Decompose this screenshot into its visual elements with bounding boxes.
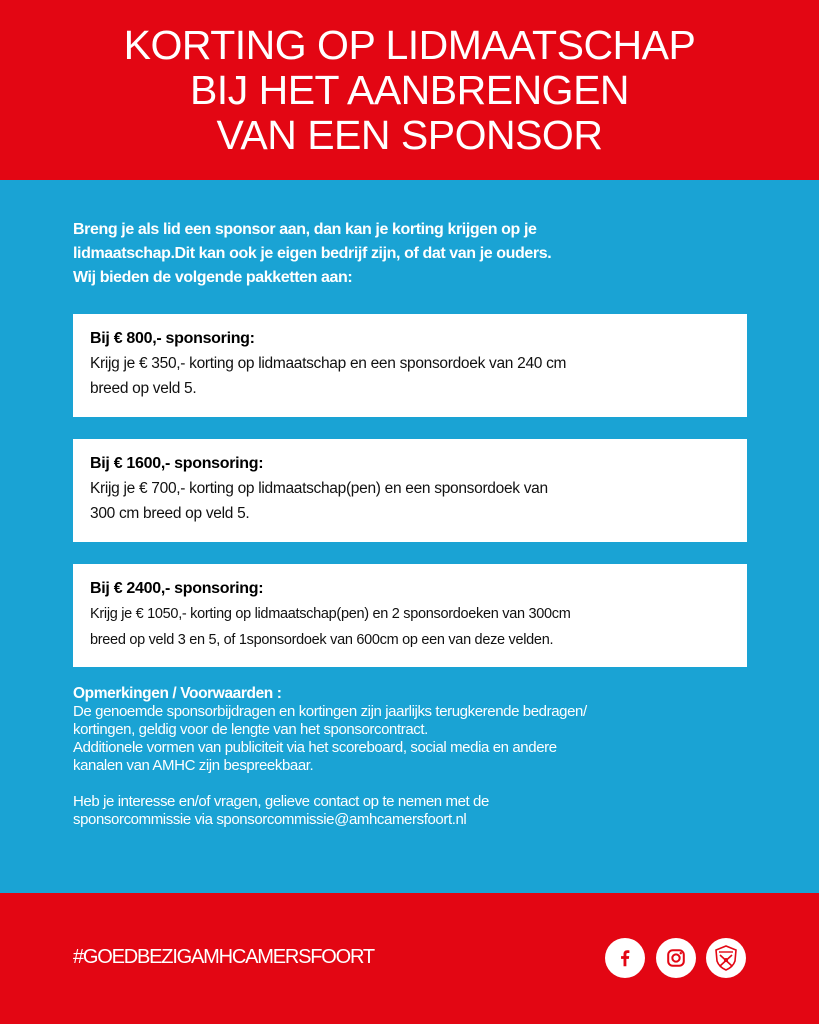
main-content <box>0 180 819 893</box>
title-line-1: KORTING OP LIDMAATSCHAP <box>123 21 696 68</box>
intro-line-2: lidmaatschap.Dit kan ook je eigen bedrijf zijn, of dat van je ouders. <box>73 245 552 262</box>
package-description <box>90 601 730 653</box>
package-description <box>90 351 730 401</box>
club-logo-icon[interactable] <box>706 938 746 978</box>
notes-line: Additionele vormen van publiciteit via het scoreboard, social media en andere <box>73 739 557 756</box>
package-description-line: breed op veld 3 en 5, of 1sponsordoek van 600cm op een van deze velden. <box>90 632 554 648</box>
notes-line: kanalen van AMHC zijn bespreekbaar. <box>73 757 314 774</box>
intro-line-1: Breng je als lid een sponsor aan, dan kan je korting krijgen op je <box>73 221 537 238</box>
notes-line: kortingen, geldig voor de lengte van het sponsorcontract. <box>73 721 428 738</box>
package-description-line: Krijg je € 350,- korting op lidmaatschap en een sponsordoek van 240 cm <box>90 355 567 372</box>
instagram-glyph <box>665 947 687 969</box>
package-800 <box>73 314 747 417</box>
package-title: Bij € 2400,- sponsoring: <box>90 580 264 597</box>
notes-spacer <box>73 775 773 793</box>
package-title: Bij € 1600,- sponsoring: <box>90 455 264 472</box>
facebook-icon[interactable] <box>605 938 645 978</box>
contact-email-line[interactable]: sponsorcommissie via sponsorcommissie@amhcamersfoort.nl <box>73 811 467 828</box>
notes-line: De genoemde sponsorbijdragen en kortingen zijn jaarlijks terugkerende bedragen/ <box>73 703 587 720</box>
package-2400 <box>73 564 747 667</box>
header-banner <box>0 0 819 180</box>
intro-text <box>73 218 753 290</box>
hashtag: #GOEDBEZIGAMHCAMERSFOORT <box>73 946 374 968</box>
club-crest-glyph <box>711 943 741 973</box>
intro-line-3: Wij bieden de volgende pakketten aan: <box>73 269 353 286</box>
notes-title: Opmerkingen / Voorwaarden : <box>73 685 282 702</box>
package-description-line: 300 cm breed op veld 5. <box>90 505 250 522</box>
contact-line: Heb je interesse en/of vragen, gelieve contact op te nemen met de <box>73 793 489 810</box>
title-line-2: BIJ HET AANBRENGEN <box>189 66 630 113</box>
package-description-line: Krijg je € 700,- korting op lidmaatschap(pen) en een sponsordoek van <box>90 480 548 497</box>
footer-banner <box>0 893 819 1024</box>
facebook-glyph <box>614 947 636 969</box>
package-description-line: breed op veld 5. <box>90 380 197 397</box>
title-line-3: VAN EEN SPONSOR <box>216 111 603 158</box>
package-description-line: Krijg je € 1050,- korting op lidmaatschap(pen) en 2 sponsordoeken van 300cm <box>90 606 571 622</box>
instagram-icon[interactable] <box>656 938 696 978</box>
package-1600 <box>73 439 747 542</box>
notes-section <box>73 685 773 829</box>
package-title: Bij € 800,- sponsoring: <box>90 330 255 347</box>
package-description <box>90 476 730 526</box>
